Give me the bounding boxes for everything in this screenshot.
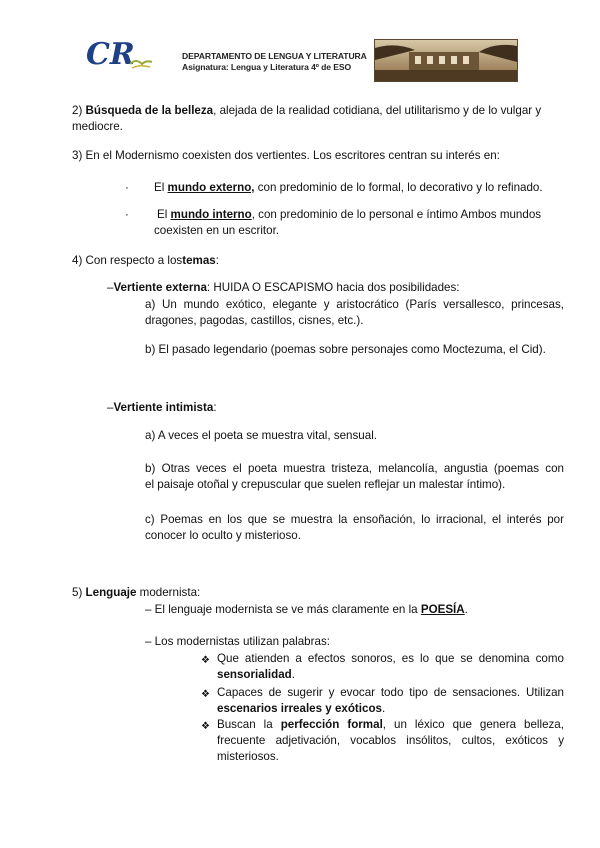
bullet-internal-world — [157, 207, 541, 223]
building-photo-icon — [374, 39, 518, 82]
heading-text: : — [213, 401, 217, 414]
item-number: 2) — [72, 104, 83, 117]
lenguaje-dash-2: – Los modernistas utilizan palabras: — [145, 635, 330, 648]
bullet-internal-line2: coexisten en un escritor. — [154, 224, 280, 237]
item-text: : — [215, 254, 219, 267]
lenguaje-bullet-1-line2 — [217, 667, 295, 683]
page-header — [0, 0, 600, 96]
item-text: 4) Con respecto a los — [72, 254, 183, 267]
item-text: modernista: — [136, 586, 201, 599]
department-title: DEPARTAMENTO DE LENGUA Y LITERATURA — [182, 51, 367, 61]
dash-text: – El lenguaje modernista se ve más claramente en la — [145, 603, 418, 616]
diamond-bullet-icon: ❖ — [201, 721, 210, 732]
dash: – — [107, 281, 114, 294]
bold-term: Vertiente intimista — [113, 401, 214, 414]
vertiente-intimista-heading — [107, 400, 217, 416]
lenguaje-bullet-1-line1: Que atienden a efectos sonoros, es lo que se denomina como — [217, 652, 564, 665]
intimista-c-line1: c) Poemas en los que se muestra la ensoñación, lo irracional, el interés por — [145, 513, 564, 526]
department-block — [182, 51, 367, 73]
intimista-c-line2: conocer lo oculto y misterioso. — [145, 529, 301, 542]
bullet-external-world — [154, 180, 543, 196]
lenguaje-dash-1 — [145, 602, 468, 618]
diamond-bullet-icon: ❖ — [201, 689, 210, 700]
bullet-text: con predominio de lo formal, lo decorativo y lo refinado. — [254, 181, 543, 194]
lenguaje-bullet-2-line2 — [217, 701, 385, 717]
externa-b: b) El pasado legendario (poemas sobre personajes como Moctezuma, el Cid). — [145, 343, 546, 356]
heading-text: : HUIDA O ESCAPISMO hacia dos posibilidades: — [206, 281, 460, 294]
item-3: 3) En el Modernismo coexisten dos vertientes. Los escritores centran su interés en: — [72, 149, 500, 162]
logo-text: CR — [86, 37, 135, 72]
item-number: 5) — [72, 586, 83, 599]
diamond-bullet-icon: ❖ — [201, 655, 210, 666]
item-2-line2: mediocre. — [72, 120, 123, 133]
bold-term: mundo interno — [170, 208, 252, 221]
bold-term: Vertiente externa — [113, 281, 207, 294]
bold-term: escenarios irreales y exóticos — [217, 702, 382, 715]
intimista-b-line2: el paisaje otoñal y crepuscular que suelen reflejar un malestar íntimo). — [145, 478, 506, 491]
bold-term: Lenguaje — [85, 586, 137, 599]
bullet-text: . — [291, 668, 295, 681]
cr-logo-icon — [84, 34, 156, 76]
bullet-pre: El — [154, 181, 165, 194]
lenguaje-bullet-2-line1: Capaces de sugerir y evocar todo tipo de sensaciones. Utilizan — [217, 686, 564, 699]
dash-text: . — [464, 603, 468, 616]
bullet-pre: El — [157, 208, 168, 221]
bullet-dot: · — [125, 181, 129, 194]
lenguaje-bullet-3-line1 — [217, 717, 564, 733]
item-text: , alejada de la realidad cotidiana, del utilitarismo y de lo vulgar y — [213, 104, 542, 117]
lenguaje-bullet-3-line2: frecuente adjetivación, vocablos insólitos, cultos, exóticos y — [217, 734, 564, 747]
bullet-text: . — [382, 702, 386, 715]
vertiente-externa-heading — [107, 280, 460, 296]
item-2 — [72, 103, 564, 119]
item-5 — [72, 585, 200, 601]
intimista-a: a) A veces el poeta se muestra vital, sensual. — [145, 429, 377, 442]
dash: – — [107, 401, 114, 414]
subject-line: Asignatura: Lengua y Literatura 4º de ESO — [182, 62, 352, 72]
bullet-dot: · — [125, 208, 129, 221]
bold-term: perfección formal — [280, 718, 383, 731]
bullet-text: , con predominio de lo personal e íntimo Ambos mundos — [251, 208, 542, 221]
bold-term: sensorialidad — [217, 668, 292, 681]
externa-a-line2: dragones, pagodas, castillos, cisnes, etc.). — [145, 314, 364, 327]
bold-term: Búsqueda de la belleza — [85, 104, 214, 117]
bold-term: temas — [182, 254, 216, 267]
externa-a-line1: a) Un mundo exótico, elegante y aristocrático (París versallesco, princesas, — [145, 298, 564, 311]
bold-term: mundo externo, — [167, 181, 255, 194]
bullet-text: Buscan la — [217, 718, 273, 731]
bold-term: POESÍA — [420, 603, 465, 616]
intimista-b-line1: b) Otras veces el poeta muestra tristeza, melancolía, angustia (poemas con — [145, 462, 564, 475]
item-4 — [72, 253, 219, 269]
lenguaje-bullet-3-line3: misteriosos. — [217, 750, 279, 763]
bullet-text: , un léxico que genera belleza, — [382, 718, 564, 731]
